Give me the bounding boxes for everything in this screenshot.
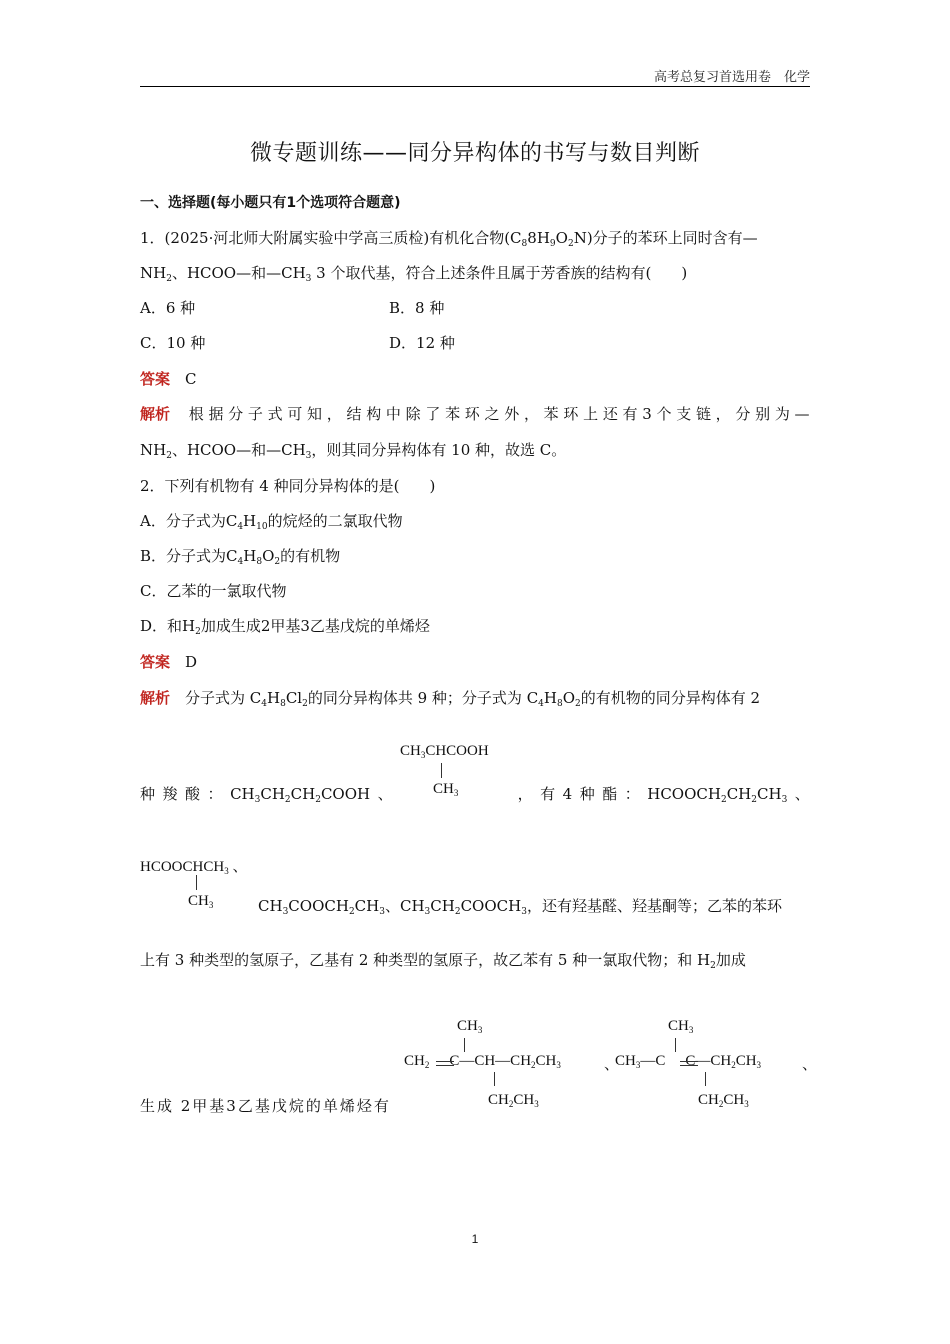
- alkene1-methyl: $CH_3$: [457, 1018, 483, 1035]
- structure-isopropyl-formate-branch: $CH_3$: [188, 893, 214, 910]
- running-header: 高考总复习首选用卷 化学: [653, 70, 810, 85]
- q1-answer: 答案 C: [140, 370, 197, 388]
- q2-analysis-line2: 种 羧 酸 ： $CH_3CH_2CH_2COOH$ 、 ， 有 4 种 酯 ： $HCOOCH_2CH_2CH_3$ 、: [140, 785, 810, 805]
- q2-analysis-line1: 解析 分子式为 $C_4H_8Cl_2$的同分异构体共 9 种；分子式为 $C_4H_8O_2$的有机物的同分异构体有 2: [140, 689, 761, 709]
- bond-line: [196, 875, 197, 890]
- q2-option-d: D．和$H_2$加成生成2甲基3乙基戊烷的单烯烃: [140, 617, 430, 637]
- alkene-separator: 、: [604, 1057, 620, 1073]
- q2-option-a: A．分子式为$C_4H_{10}$的烷烃的二氯取代物: [140, 512, 403, 532]
- q2-analysis-line5: 生成 2甲基3乙基戊烷的单烯烃有: [140, 1097, 391, 1115]
- q1-analysis-line2: $NH_2$、HCOO—和$—CH_3$，则其同分异构体有 10 种，故选 C。: [140, 441, 567, 461]
- alkene1-main-chain: $CH_2$ $C—CH—CH_2CH_3$: [404, 1053, 561, 1070]
- alkene2-methyl: $CH_3$: [668, 1018, 694, 1035]
- q1-option-d: D．12 种: [389, 334, 455, 352]
- bond-line: [675, 1038, 676, 1052]
- section-heading: 一、选择题(每小题只有1个选项符合题意): [140, 195, 401, 211]
- q1-option-b: B．8 种: [389, 299, 445, 317]
- bond-line: [464, 1038, 465, 1052]
- alkene1-ethyl: $CH_2CH_3$: [488, 1092, 539, 1109]
- header-rule: [140, 86, 810, 87]
- double-bond: [436, 1061, 454, 1066]
- bond-line: [705, 1072, 706, 1086]
- q2-answer: 答案 D: [140, 653, 198, 671]
- q2-analysis-line3: $CH_3COOCH_2CH_3$、$CH_3CH_2COOCH_3$，还有羟基醛、羟基酮等；乙苯的苯环: [258, 897, 782, 917]
- structure-isobutyric-acid-top: $CH_3CHCOOH$: [400, 743, 489, 760]
- q1-option-c: C．10 种: [140, 334, 206, 352]
- q2-analysis-line4: 上有 3 种类型的氢原子，乙基有 2 种类型的氢原子，故乙苯有 5 种一氯取代物；和 $H_2$加成: [140, 951, 746, 971]
- q2-stem: 2．下列有机物有 4 种同分异构体的是( ): [140, 477, 436, 495]
- q1-stem-line2: $NH_2$、HCOO—和$—CH_3$ 3 个取代基，符合上述条件且属于芳香族的结构有( ): [140, 264, 688, 284]
- alkene2-main-chain: $CH_3—C$ $C—CH_2CH_3$: [615, 1053, 762, 1070]
- q2-option-b: B．分子式为$C_4H_8O_2$的有机物: [140, 547, 341, 567]
- structure-isobutyric-acid-branch: $CH_3$: [433, 781, 459, 798]
- double-bond: [680, 1061, 698, 1066]
- page-number: 1: [471, 1232, 479, 1246]
- q1-option-a: A．6 种: [140, 299, 196, 317]
- q1-analysis-line1: 解析 根 据 分 子 式 可 知 ， 结 构 中 除 了 苯 环 之 外 ， 苯 环 上 还 有 3 个 支 链 ， 分 别 为 —: [140, 405, 810, 423]
- q1-stem-line1: 1．(2025·河北师大附属实验中学高三质检)有机化合物$(C_88H_9O_2N)$分子的苯环上同时含有—: [140, 229, 758, 249]
- page-title: 微专题训练——同分异构体的书写与数目判断: [249, 141, 700, 166]
- alkene-trailing-separator: 、: [802, 1057, 818, 1073]
- alkene2-ethyl: $CH_2CH_3$: [698, 1092, 749, 1109]
- bond-line: [494, 1072, 495, 1086]
- structure-isopropyl-formate-top: $HCOOCHCH_3$ 、: [140, 859, 248, 876]
- bond-line: [441, 763, 442, 778]
- q2-option-c: C．乙苯的一氯取代物: [140, 582, 287, 600]
